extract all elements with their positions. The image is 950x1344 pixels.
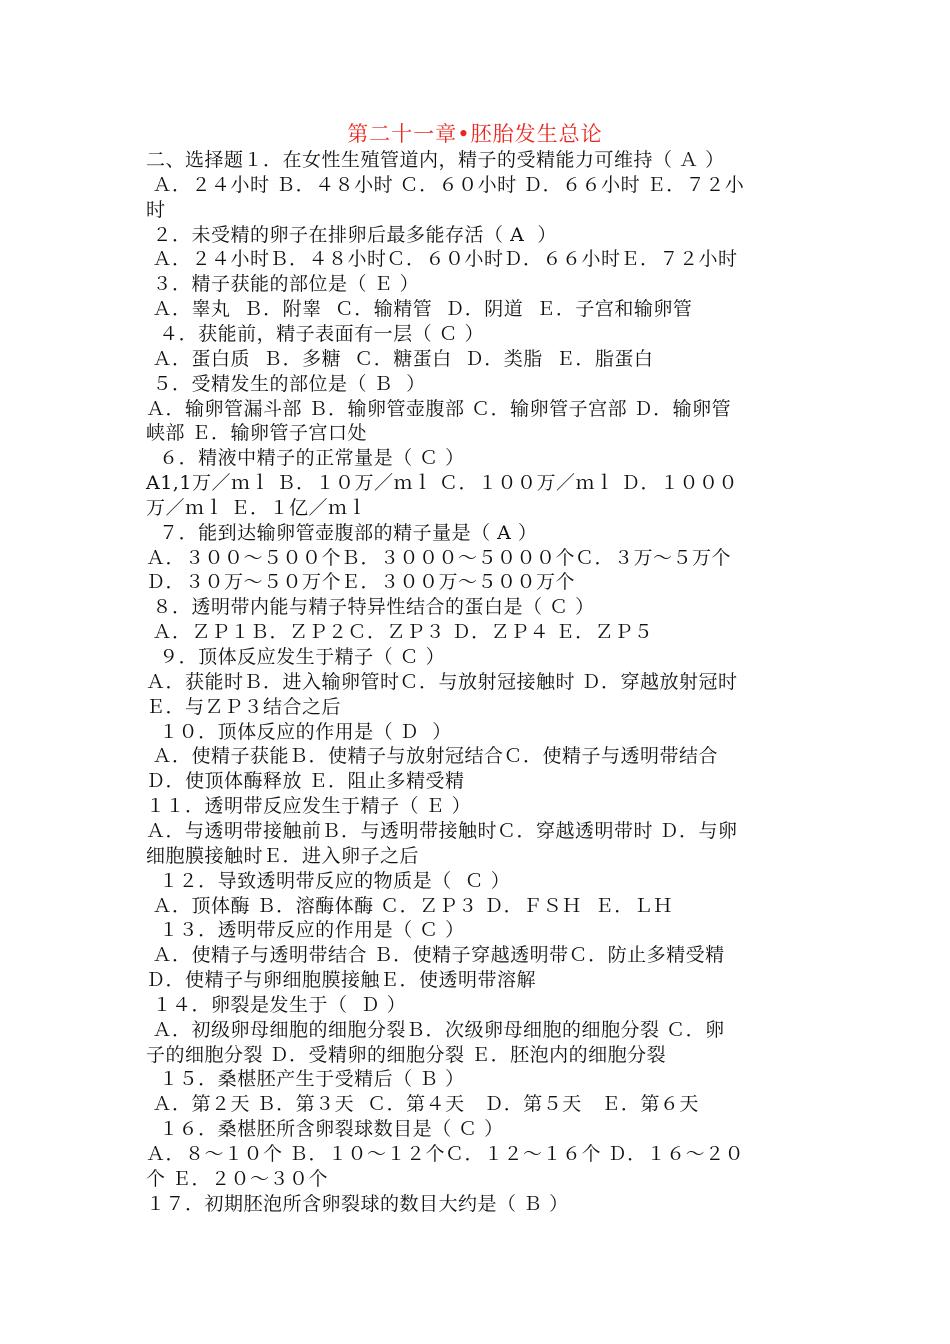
text-line: Ａ．获能时Ｂ．进入输卵管时Ｃ．与放射冠接触时 Ｄ．穿越放射冠时 [146,670,738,693]
text-line: １０．顶体反应的作用是（ Ｄ ） [146,720,452,743]
text-line: Ａ．第２天 Ｂ．第３天 Ｃ．第４天 Ｄ．第５天 Ｅ．第６天 [146,1093,699,1116]
text-line: Ａ．蛋白质 Ｂ．多糖 Ｃ．糖蛋白 Ｄ．类脂 Ｅ．脂蛋白 [146,347,654,370]
text-line: 个 Ｅ．２０～３０个 [146,1167,329,1190]
text-line: Ａ．使精子获能Ｂ．使精子与放射冠结合Ｃ．使精子与透明带结合 [146,745,719,768]
text-line: Ｄ．３０万～５０万个Ｅ．３００万～５００万个 [146,571,576,594]
text-line: A1,1万／ｍｌ Ｂ．１０万／ｍｌ Ｃ．１００万／ｍｌ Ｄ．１０００ [146,472,739,495]
text-line: Ｄ．使顶体酶释放 Ｅ．阻止多精受精 [146,770,465,793]
text-line: １２．导致透明带反应的物质是（ Ｃ ） [146,869,511,892]
text-line: １３．透明带反应的作用是（ Ｃ ） [146,919,465,942]
text-line: Ａ．２４小时 Ｂ．４８小时 Ｃ．６０小时 Ｄ．６６小时 Ｅ．７２小 [146,173,745,196]
text-line: ３．精子获能的部位是（ Ｅ ） [146,273,420,296]
text-line: １７．初期胚泡所含卵裂球的数目大约是（ Ｂ ） [146,1192,569,1215]
text-line: Ａ．睾丸 Ｂ．附睾 Ｃ．输精管 Ｄ．阴道 Ｅ．子宫和输卵管 [146,298,693,321]
text-line: １１．透明带反应发生于精子（ Ｅ ） [146,795,472,818]
text-line: Ａ．输卵管漏斗部 Ｂ．输卵管壶腹部 Ｃ．输卵管子宫部 Ｄ．输卵管 [146,397,732,420]
text-line: Ａ．使精子与透明带结合 Ｂ．使精子穿越透明带Ｃ．防止多精受精 [146,944,725,967]
text-line: ６．精液中精子的正常量是（ Ｃ ） [146,447,465,470]
text-line: ２．未受精的卵子在排卵后最多能存活（ A ） [146,223,557,246]
text-line: １５．桑椹胚产生于受精后（ Ｂ ） [146,1068,465,1091]
text-line: ９．顶体反应发生于精子（ Ｃ ） [146,646,446,668]
text-line: 子的细胞分裂 Ｄ．受精卵的细胞分裂 Ｅ．胚泡内的细胞分裂 [146,1043,667,1066]
text-line: Ｄ．使精子与卵细胞膜接触Ｅ．使透明带溶解 [146,969,537,992]
text-line: Ｅ．与ＺＰ３结合之后 [146,695,342,718]
text-line: 二、选择题１．在女性生殖管道内，精子的受精能力可维持（ Ａ ） [146,149,725,171]
text-line: １６．桑椹胚所含卵裂球数目是（ Ｃ ） [146,1118,504,1141]
text-line: ７．能到达输卵管壶腹部的精子量是（ A ） [146,521,538,544]
text-line: 细胞膜接触时Ｅ．进入卵子之后 [146,844,420,867]
text-line: Ａ．２４小时Ｂ．４８小时Ｃ．６０小时Ｄ．６６小时Ｅ．７２小时 [146,248,738,271]
text-line: Ａ．初级卵母细胞的细胞分裂Ｂ．次级卵母细胞的细胞分裂 Ｃ．卵 [146,1018,725,1041]
text-line: 时 [146,198,166,221]
text-line: １４．卵裂是发生于（ Ｄ ） [146,993,407,1016]
text-line: Ａ．８～１０个 Ｂ．１０～１２个Ｃ．１２～１６个 Ｄ．１６～２０ [146,1143,745,1165]
text-line: ４．获能前，精子表面有一层（ Ｃ ） [146,322,485,345]
text-line: Ａ．与透明带接触前Ｂ．与透明带接触时Ｃ．穿越透明带时 Ｄ．与卵 [146,819,738,842]
text-line: Ａ．３００～５００个Ｂ．３０００～５０００个Ｃ．３万～５万个 [146,546,732,569]
text-line: ５．受精发生的部位是（ Ｂ ） [146,372,426,395]
text-line: Ａ．ＺＰ１Ｂ．ＺＰ２Ｃ．ＺＰ３ Ｄ．ＺＰ４ Ｅ．ＺＰ５ [146,621,654,644]
text-line: 峡部 Ｅ．输卵管子宫口处 [146,422,368,445]
text-line: ８．透明带内能与精子特异性结合的蛋白是（ Ｃ ） [146,596,595,619]
text-line: Ａ．顶体酶 Ｂ．溶酶体酶 Ｃ．ＺＰ３ Ｄ．ＦＳＨ Ｅ．ＬＨ [146,894,673,917]
text-line: 万／ｍｌ Ｅ．１亿／ｍｌ [146,496,368,519]
page-title: 第二十一章•胚胎发生总论 [347,122,603,146]
